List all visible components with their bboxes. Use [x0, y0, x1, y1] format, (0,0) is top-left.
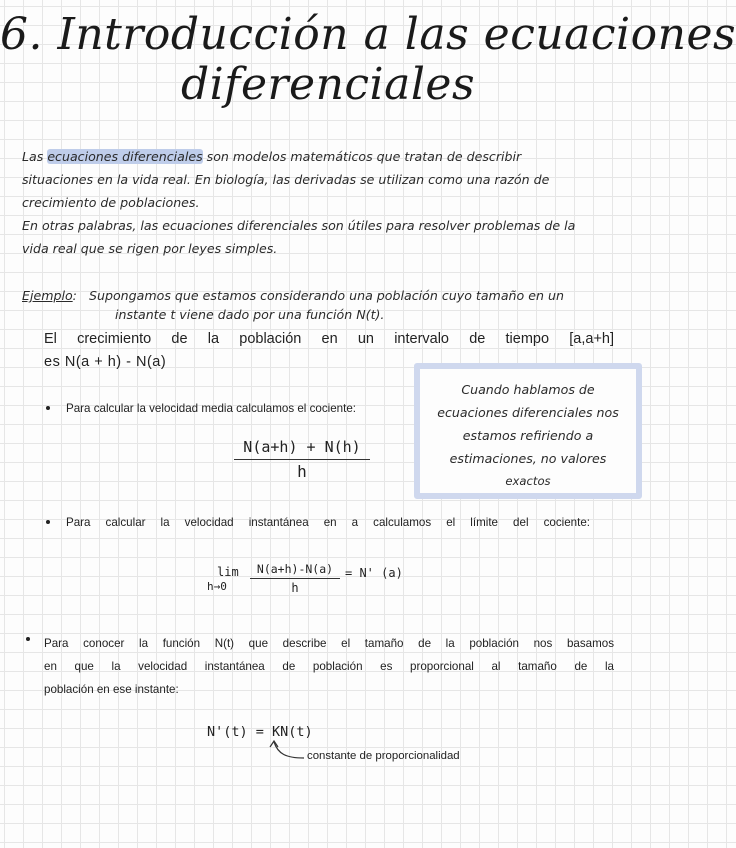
example-line-2: instante t viene dado por una función N(t).: [115, 307, 385, 322]
bullet-3-line-3: población en ese instante:: [44, 683, 179, 696]
bullet-dot-2: [46, 520, 50, 524]
growth-line-1: El crecimiento de la población en un intervalo de tiempo [a,a+h]: [44, 331, 614, 347]
intro-line-4: En otras palabras, las ecuaciones diferenciales son útiles para resolver problemas de la: [22, 218, 576, 233]
annotation-arrow: [268, 738, 308, 768]
example-text: [89, 284, 629, 324]
bullet-3-text: [44, 632, 614, 701]
page-title: [0, 9, 736, 110]
growth-line-2: es N(a + h) - N(a): [44, 354, 167, 370]
formula-1-denominator: h: [297, 462, 307, 482]
intro-line-1: Las ecuaciones diferenciales son modelos matemáticos que tratan de describir: [22, 149, 522, 164]
formula-2-fraction-bar: [250, 578, 340, 579]
intro-line-3: crecimiento de poblaciones.: [22, 195, 200, 210]
note-box: [414, 363, 642, 499]
bullet-dot-1: [46, 406, 50, 410]
proportional-growth-equation: N'(t) = KN(t): [207, 724, 313, 740]
note-line-1: Cuando hablamos de: [461, 382, 595, 397]
page-title-line-1: 6. Introducción a las ecuaciones: [0, 9, 736, 60]
note-line-4: estimaciones, no valores: [449, 451, 607, 466]
formula-2-limit-subscript: h→0: [207, 580, 227, 593]
formula-2-lim: lim: [217, 565, 239, 579]
instant-rate-formula: [249, 562, 341, 595]
example-label: Ejemplo:: [22, 288, 77, 303]
formula-2-denominator: h: [291, 581, 299, 596]
note-line-5: exactos: [505, 474, 551, 488]
annotation-text: constante de proporcionalidad: [307, 750, 460, 762]
bullet-3-line-1: Para conocer la función N(t) que describe el tamaño de la población nos basamos: [44, 637, 614, 650]
average-rate-formula: [232, 438, 372, 481]
intro-line-2: situaciones en la vida real. En biología, las derivadas se utilizan como una razón de: [22, 172, 550, 187]
bullet-dot-3: [26, 637, 30, 641]
intro-line-5: vida real que se rigen por leyes simples.: [22, 241, 278, 256]
highlighted-term: ecuaciones diferenciales: [47, 149, 203, 164]
formula-1-numerator: N(a+h) + N(h): [243, 438, 361, 456]
example-line-1: Supongamos que estamos considerando una población cuyo tamaño en un: [89, 288, 564, 303]
formula-2-result: = N' (a): [345, 566, 403, 580]
intro-paragraph: [22, 145, 642, 260]
note-line-3: estamos refiriendo a: [462, 428, 594, 443]
note-line-2: ecuaciones diferenciales nos: [437, 405, 619, 420]
page-title-line-2: diferenciales: [180, 59, 476, 110]
bullet-3-line-2: en que la velocidad instantánea de población es proporcional al tamaño de la: [44, 660, 614, 673]
note-text: [420, 378, 636, 493]
bullet-2-text: Para calcular la velocidad instantánea en a calculamos el límite del cociente:: [66, 516, 590, 529]
formula-2-numerator: N(a+h)-N(a): [256, 562, 334, 576]
bullet-1-text: Para calcular la velocidad media calculamos el cociente:: [66, 402, 356, 415]
formula-1-fraction-bar: [234, 459, 370, 460]
